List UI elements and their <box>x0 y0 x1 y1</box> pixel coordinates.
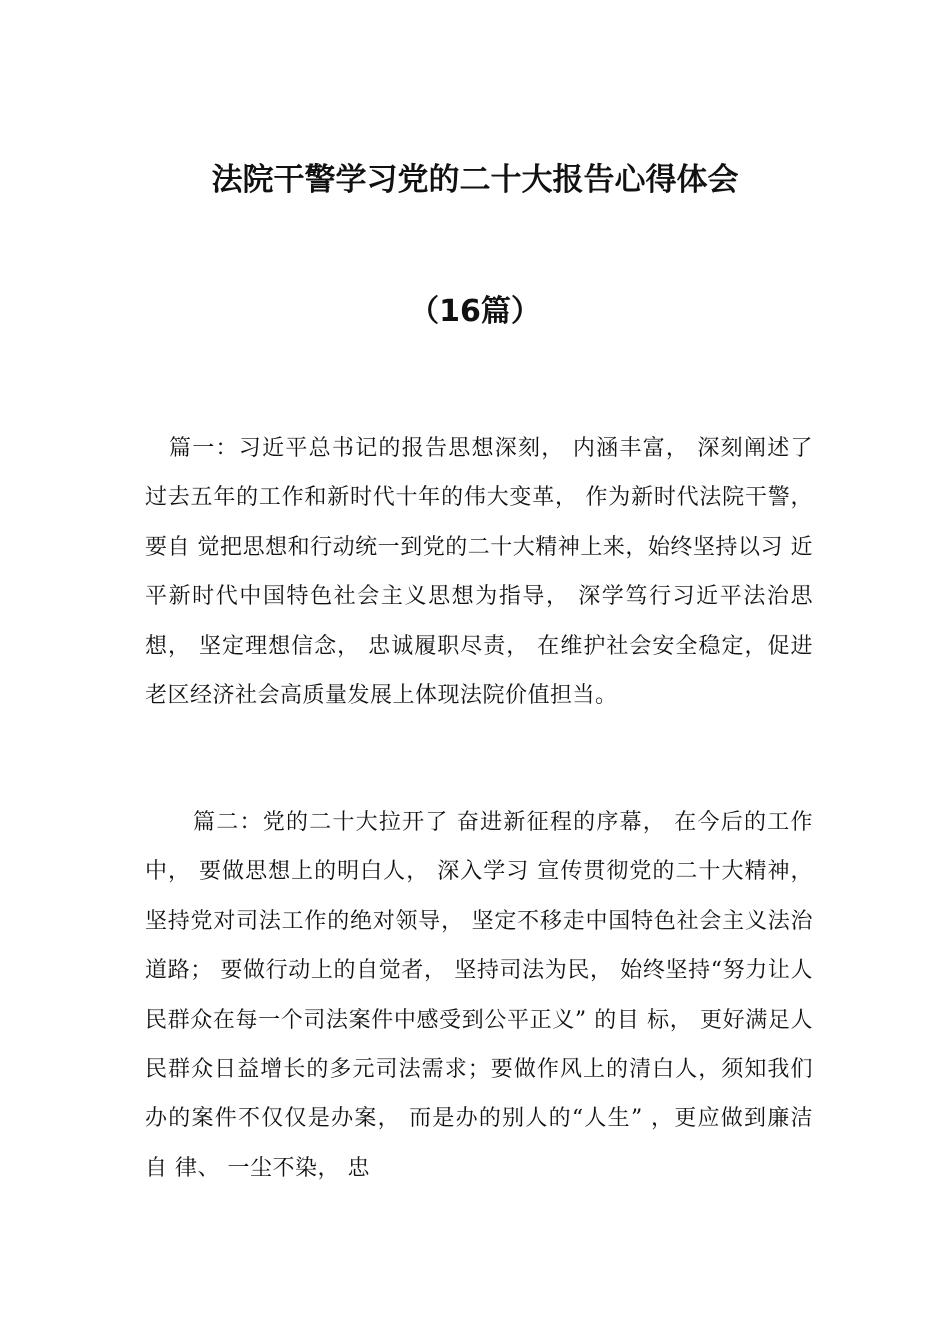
document-title: 法院干警学习党的二十大报告心得体会 <box>211 162 739 198</box>
paragraph-2: 篇二：党的二十大拉开了 奋进新征程的序幕， 在今后的工作中， 要做思想上的明白人， 深入学习 宣传贯彻党的二十大精神， 坚持党对司法工作的绝对领导， 坚定不移走中国特色社会主义法治道路； 要做行动上的自觉者， 坚持司法为民， 始终坚持“努力让人民群众在每一个司法案件中感受到公平正义” 的目 标， 更好满足人民群众日益增长的多元司法需求；要做作风上的清白人，须知我们办的案件不仅仅是办案， 而是办的别人的“人生” ，更应做到廉洁自 律、 一尘不染， 忠 <box>145 810 813 1181</box>
paragraph-1: 篇一：习近平总书记的报告思想深刻， 内涵丰富， 深刻阐述了 过去五年的工作和新时代十年的伟大变革， 作为新时代法院干警，要自 觉把思想和行动统一到党的二十大精神上来，始终坚持以习 近平新时代中国特色社会主义思想为指导， 深学笃行习近平法治思想， 坚定理想信念， 忠诚履职尽责， 在维护社会安全稳定，促进老区经济社会高质量发展上体现法院价值担当。 <box>145 436 813 709</box>
document-subtitle: （16篇） <box>409 294 541 329</box>
